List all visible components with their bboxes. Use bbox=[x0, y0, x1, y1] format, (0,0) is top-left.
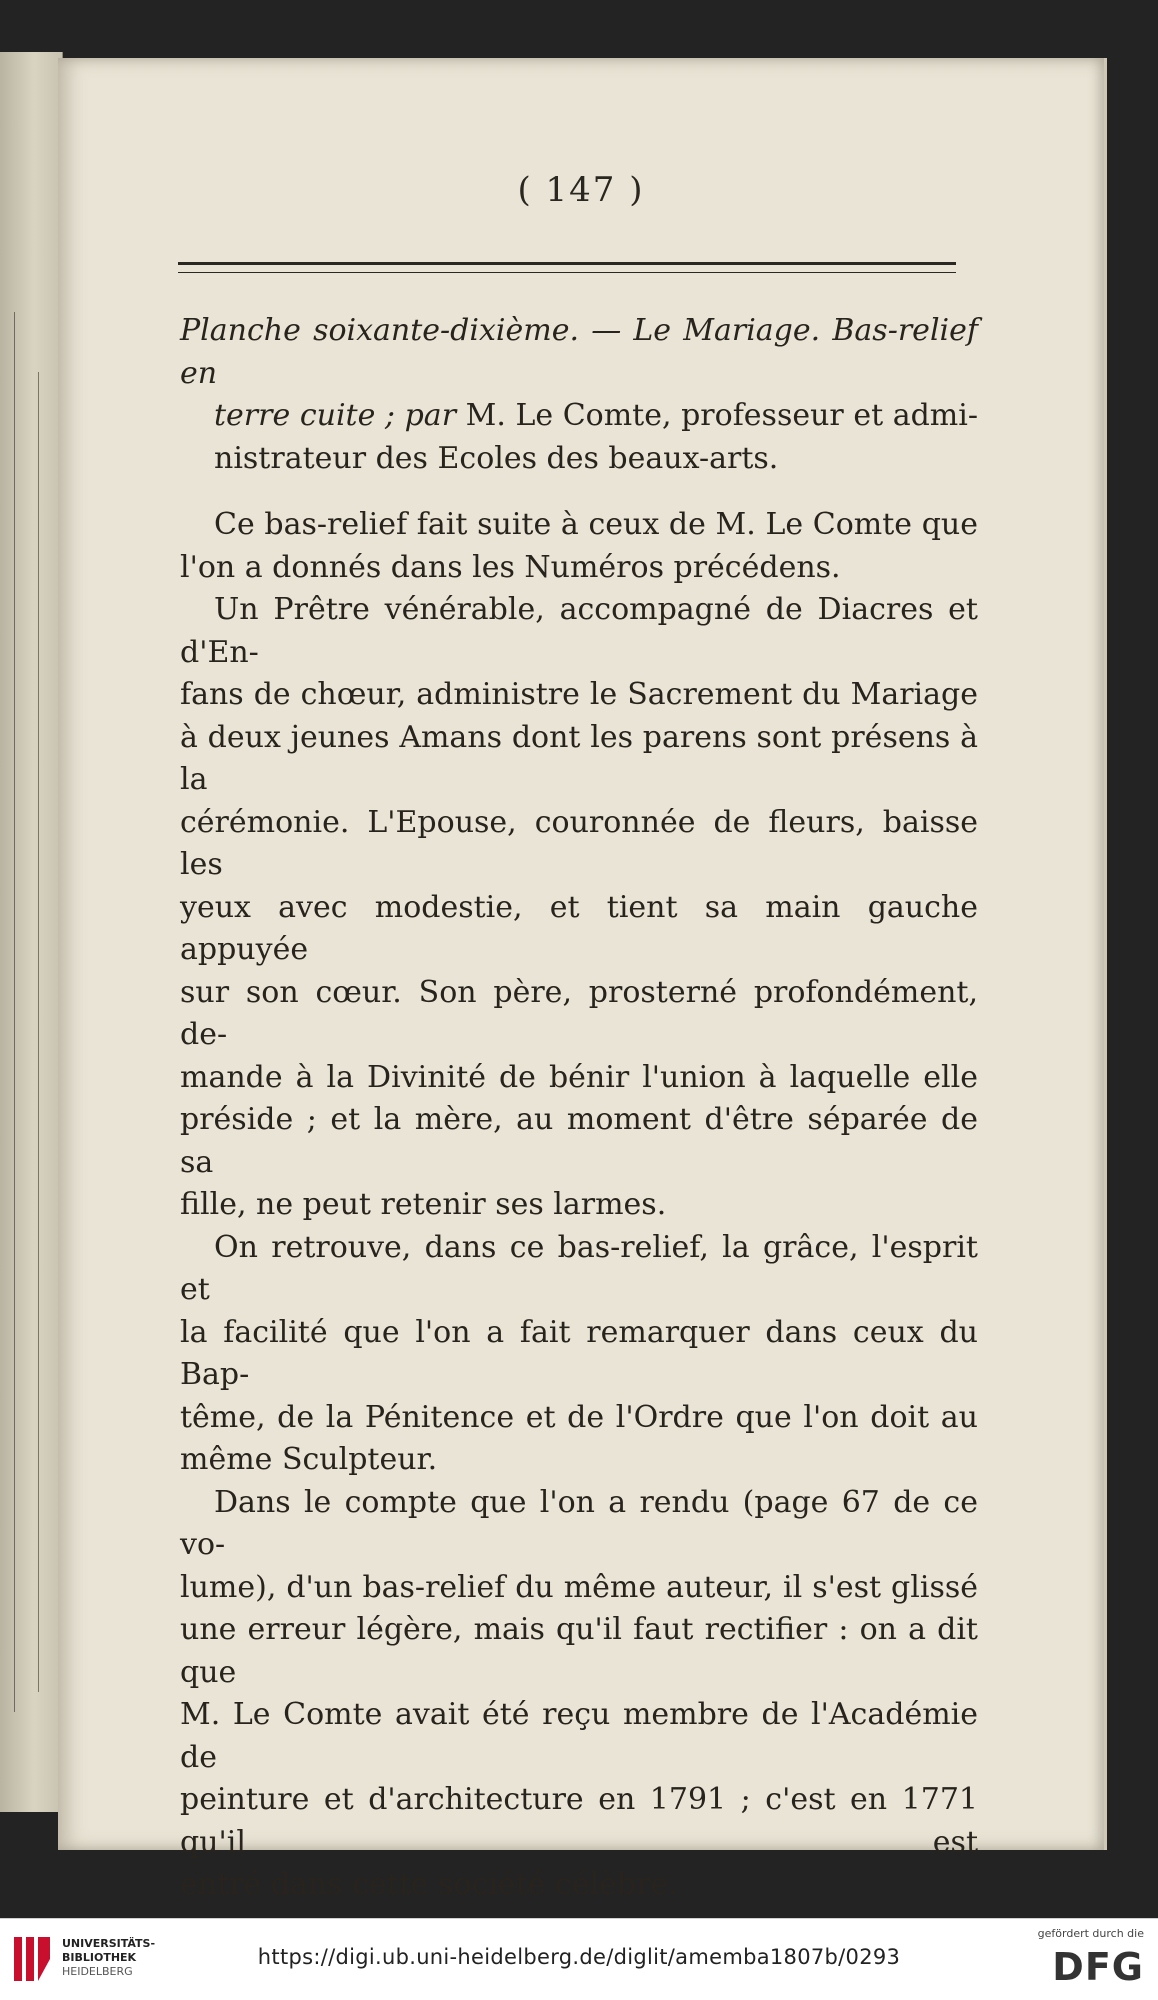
paragraph bbox=[180, 1482, 978, 1907]
text-line: Dans le compte que l'on a rendu (page 67 de ce vo- bbox=[180, 1484, 978, 1562]
text-line: l'on a donnés dans les Numéros précédens. bbox=[180, 549, 841, 585]
text-line: entré dans cette société célèbre. bbox=[180, 1867, 678, 1902]
text-line: fans de chœur, administre le Sacrement du Mariage bbox=[180, 677, 978, 712]
text-line: tême, de la Pénitence et de l'Ordre que l'on doit au bbox=[180, 1399, 978, 1435]
text-line: peinture et d'architecture en 1791 ; c'est en 1771 qu'il est bbox=[180, 1782, 978, 1860]
text-line: cérémonie. L'Epouse, couronnée de fleurs, baisse les bbox=[180, 804, 978, 882]
viewer-footer bbox=[0, 1918, 1158, 2000]
heading-run: Planche soixante-dixième. — Le Mariage. Bas-relief en bbox=[180, 313, 978, 391]
facing-page-rule bbox=[14, 312, 15, 1712]
heading-run: nistrateur des Ecoles des beaux-arts. bbox=[214, 440, 779, 476]
text-line: Ce bas-relief fait suite à ceux de M. Le Comte que bbox=[214, 507, 978, 542]
text-line: fille, ne peut retenir ses larmes. bbox=[180, 1187, 667, 1222]
text-line: sur son cœur. Son père, prosterné profondément, de- bbox=[180, 974, 978, 1052]
text-line: yeux avec modestie, et tient sa main gauche appuyée bbox=[180, 889, 978, 967]
heading-run: terre cuite ; par bbox=[214, 398, 457, 433]
funder-label: gefördert durch die bbox=[1037, 1927, 1144, 1940]
page-number: ( 147 ) bbox=[517, 170, 645, 210]
heading-line bbox=[180, 395, 978, 438]
dfg-logo[interactable]: DFG bbox=[1052, 1945, 1144, 1989]
facing-page-rule bbox=[38, 372, 39, 1692]
paragraph bbox=[180, 1227, 978, 1482]
text-line: mande à la Divinité de bénir l'union à laquelle elle bbox=[180, 1059, 978, 1095]
text-block bbox=[180, 310, 978, 1907]
header-rule-thin bbox=[178, 272, 956, 273]
heading-line bbox=[180, 310, 978, 395]
text-line: On retrouve, dans ce bas-relief, la grâce, l'esprit et bbox=[180, 1229, 978, 1307]
text-line: une erreur légère, mais qu'il faut rectifier : on a dit que bbox=[180, 1612, 978, 1690]
body-text bbox=[180, 504, 978, 1907]
heading-line bbox=[180, 438, 978, 481]
paragraph bbox=[180, 589, 978, 1227]
library-name-line: UNIVERSITÄTS- bbox=[62, 1937, 156, 1950]
permalink-url[interactable]: https://digi.ub.uni-heidelberg.de/diglit/amemba1807b/0293 bbox=[257, 1945, 901, 1969]
plate-heading bbox=[180, 310, 978, 480]
heading-run: M. Le Comte, professeur et admi- bbox=[456, 398, 978, 433]
library-name-line: HEIDELBERG bbox=[62, 1965, 133, 1978]
library-name-line: BIBLIOTHEK bbox=[62, 1951, 137, 1964]
text-line: préside ; et la mère, au moment d'être séparée de sa bbox=[180, 1102, 978, 1180]
text-line: la facilité que l'on a fait remarquer dans ceux du Bap- bbox=[180, 1314, 978, 1392]
paragraph bbox=[180, 504, 978, 589]
text-line: Un Prêtre vénérable, accompagné de Diacres et d'En- bbox=[180, 592, 978, 670]
facing-page-edge bbox=[0, 52, 63, 1812]
header-rule-thick bbox=[178, 262, 956, 265]
text-line: M. Le Comte avait été reçu membre de l'Académie de bbox=[180, 1697, 978, 1775]
book-page bbox=[58, 58, 1107, 1902]
text-line: à deux jeunes Amans dont les parens sont présens à la bbox=[180, 719, 978, 797]
text-line: même Sculpteur. bbox=[180, 1442, 438, 1477]
text-line: lume), d'un bas-relief du même auteur, il s'est glissé bbox=[180, 1569, 978, 1605]
